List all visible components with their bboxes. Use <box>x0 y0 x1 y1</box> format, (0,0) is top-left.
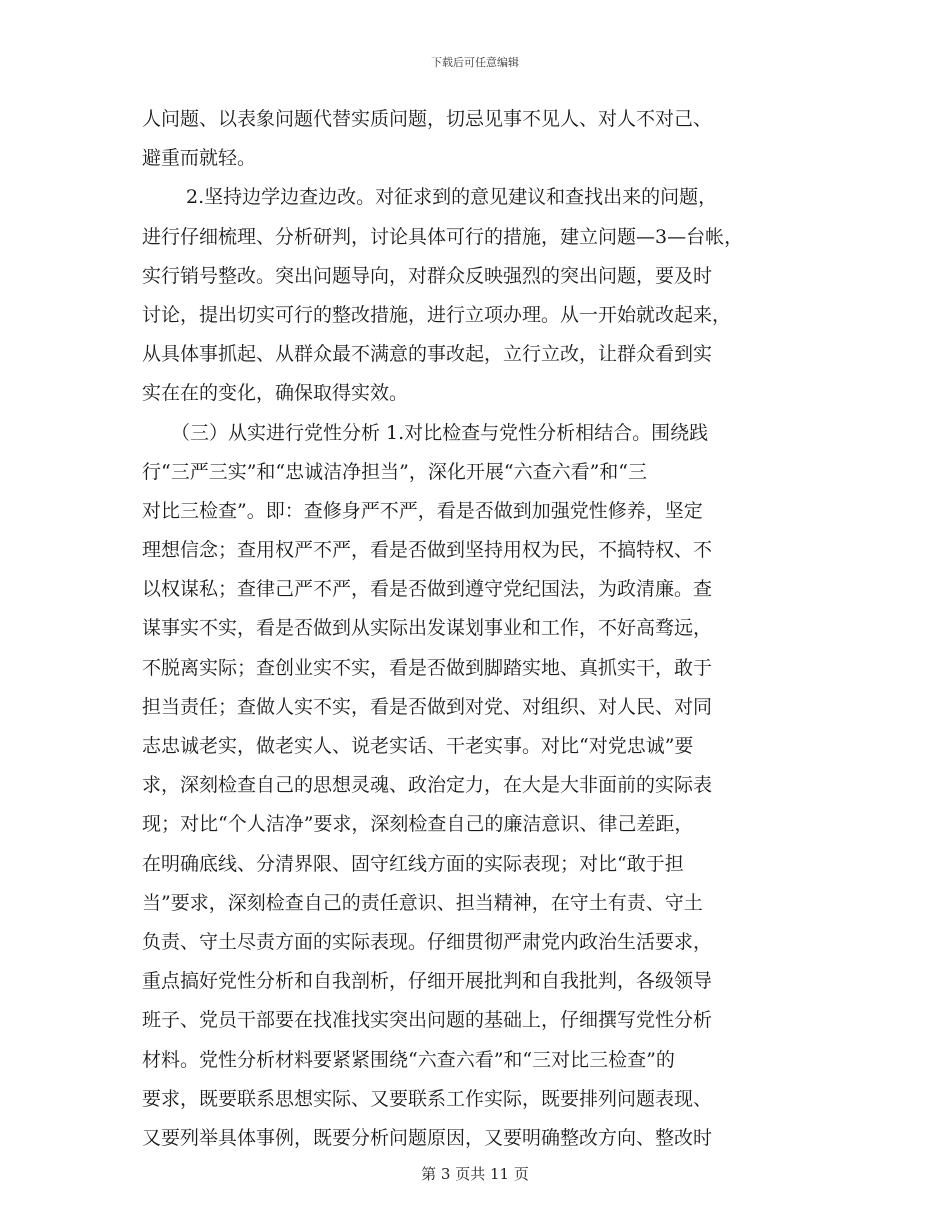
text-line: 当”要求，深刻检查自己的责任意识、担当精神，在守土有责、守土 <box>142 891 703 914</box>
text-line: 班子、党员干部要在找准找实突出问题的基础上，仔细撰写党性分析 <box>142 1009 713 1032</box>
text-line: 担当责任；查做人实不实，看是否做到对党、对组织、对人民、对同 <box>142 695 713 718</box>
text-line: 重点搞好党性分析和自我剖析，仔细开展批判和自我批判，各级领导 <box>142 970 713 993</box>
text-line: 要求，既要联系思想实际、又要联系工作实际，既要排列问题表现、 <box>142 1087 713 1110</box>
text-line: 行“三严三实”和“忠诚洁净担当”，深化开展“六查六看”和“三 <box>142 460 647 483</box>
text-line: 避重而就轻。 <box>142 147 257 170</box>
text-line: 从具体事抓起、从群众最不满意的事改起，立行立改，让群众看到实 <box>142 343 713 366</box>
text-line: 谋事实不实，看是否做到从实际出发谋划事业和工作，不好高骛远， <box>142 617 713 640</box>
text-line: 实行销号整改。突出问题导向，对群众反映强烈的突出问题，要及时 <box>142 264 713 287</box>
section-heading-line: （三）从实进行党性分析 1.对比检查与党性分析相结合。围绕践 <box>171 421 709 444</box>
text-line: 对比三检查”。即：查修身严不严，看是否做到加强党性修养，坚定 <box>142 499 703 522</box>
text-line: 现；对比“个人洁净”要求，深刻检查自己的廉洁意识、律己差距， <box>142 813 694 836</box>
text-line: 材料。党性分析材料要紧紧围绕“六查六看”和“三对比三检查”的 <box>142 1048 675 1071</box>
text-line: 以权谋私；查律己严不严，看是否做到遵守党纪国法，为政清廉。查 <box>142 578 713 601</box>
page-number-footer: 第 3 页共 11 页 <box>421 1165 529 1183</box>
text-line: 求，深刻检查自己的思想灵魂、政治定力，在大是大非面前的实际表 <box>142 774 713 797</box>
text-line: 进行仔细梳理、分析研判，讨论具体可行的措施，建立问题—3—台帐， <box>142 225 744 248</box>
text-line: 负责、守土尽责方面的实际表现。仔细贯彻严肃党内政治生活要求， <box>142 930 713 953</box>
text-line: 在明确底线、分清界限、固守红线方面的实际表现；对比“敢于担 <box>142 852 684 875</box>
text-line: 人问题、以表象问题代替实质问题，切忌见事不见人、对人不对己、 <box>142 108 713 130</box>
paragraph-start-line: 2.坚持边学边查边改。对征求到的意见建议和查找出来的问题， <box>186 186 718 209</box>
text-line: 实在在的变化，确保取得实效。 <box>142 382 409 405</box>
text-line: 理想信念；查用权严不严，看是否做到坚持用权为民，不搞特权、不 <box>142 539 713 562</box>
text-line: 又要列举具体事例，既要分析问题原因，又要明确整改方向、整改时 <box>142 1126 713 1149</box>
text-line: 不脱离实际；查创业实不实，看是否做到脚踏实地、真抓实干，敢于 <box>142 656 713 679</box>
text-line: 讨论，提出切实可行的整改措施，进行立项办理。从一开始就改起来， <box>142 303 732 326</box>
body-text <box>142 100 812 1158</box>
page-header: 下载后可任意编辑 <box>431 56 519 69</box>
text-line: 志忠诚老实，做老实人、说老实话、干老实事。对比“对党忠诚”要 <box>142 735 694 757</box>
